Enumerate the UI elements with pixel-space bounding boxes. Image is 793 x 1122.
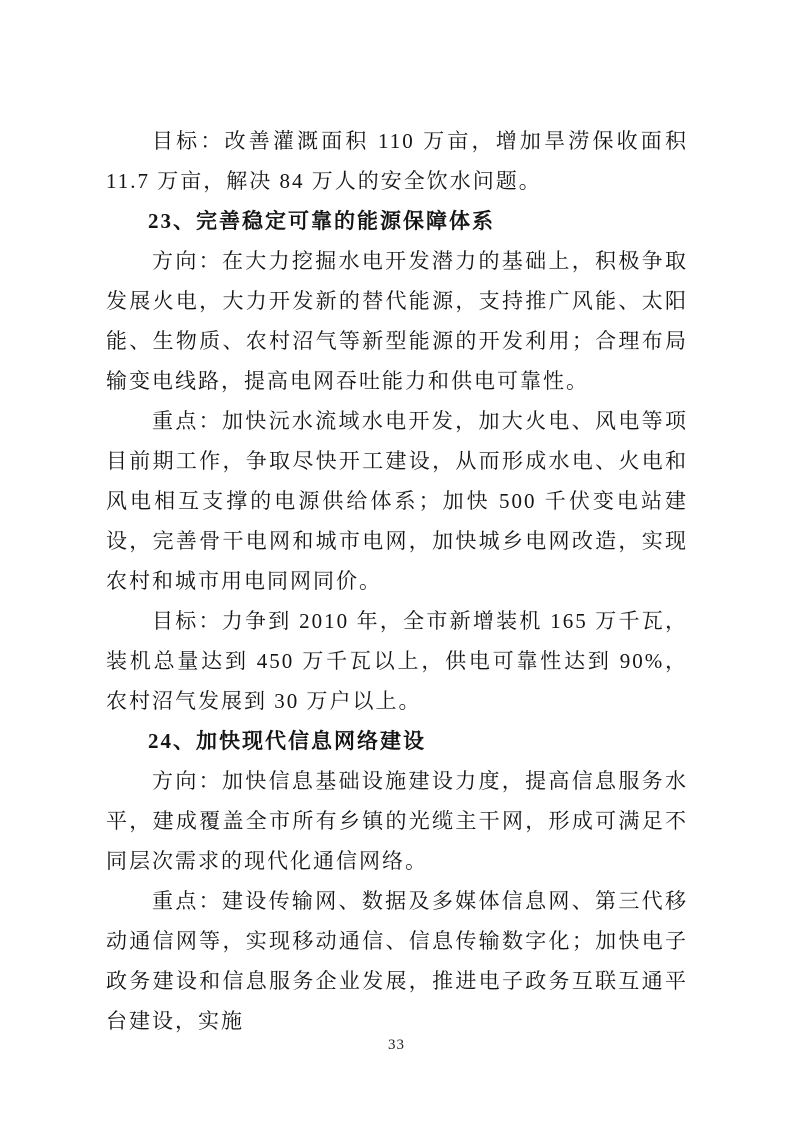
- page-number: 33: [388, 1037, 405, 1053]
- section-heading-24-information-network: 24、加快现代信息网络建设: [148, 729, 426, 753]
- paragraph-energy-focus: 重点：加快沅水流域水电开发，加大火电、风电等项目前期工作，争取尽快开工建设，从而形成水电、火电和风电相互支撑的电源供给体系；加快 500 千伏变电站建设，完善骨干电网和城市电网，加快城乡电网改造，实现农村和城市用电同网同价。: [106, 409, 688, 593]
- paragraph-network-direction: 方向：加快信息基础设施建设力度，提高信息服务水平，建成覆盖全市所有乡镇的光缆主干网，形成可满足不同层次需求的现代化通信网络。: [106, 769, 688, 873]
- paragraph-network-focus: 重点：建设传输网、数据及多媒体信息网、第三代移动通信网等，实现移动通信、信息传输数字化；加快电子政务建设和信息服务企业发展，推进电子政务互联互通平台建设，实施: [106, 889, 688, 1033]
- document-body: [106, 121, 688, 1041]
- paragraph-energy-direction: 方向：在大力挖掘水电开发潜力的基础上，积极争取发展火电，大力开发新的替代能源，支持推广风能、太阳能、生物质、农村沼气等新型能源的开发利用；合理布局输变电线路，提高电网吞吐能力和供电可靠性。: [106, 249, 688, 393]
- section-heading-23-energy: 23、完善稳定可靠的能源保障体系: [148, 209, 495, 233]
- paragraph-irrigation-goal: 目标：改善灌溉面积 110 万亩，增加旱涝保收面积 11.7 万亩，解决 84 万人的安全饮水问题。: [106, 129, 688, 193]
- paragraph-energy-goal: 目标：力争到 2010 年，全市新增装机 165 万千瓦，装机总量达到 450 万千瓦以上，供电可靠性达到 90%，农村沼气发展到 30 万户以上。: [106, 609, 688, 713]
